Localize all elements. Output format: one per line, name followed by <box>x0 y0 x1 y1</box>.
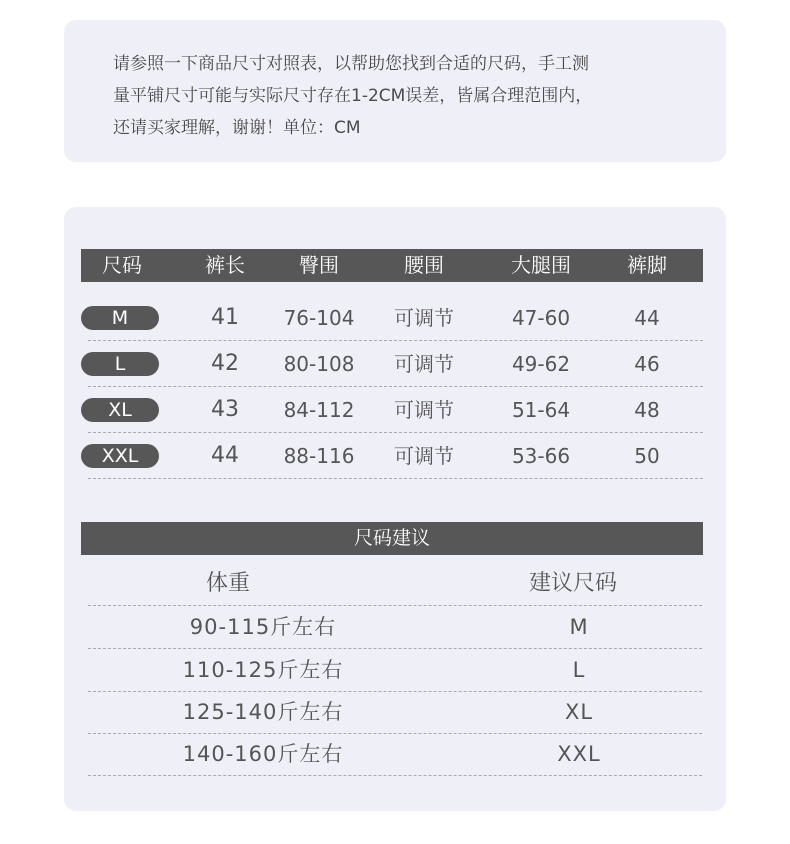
length-cell: 42 <box>211 351 239 376</box>
row-divider <box>88 478 703 479</box>
hem-cell: 50 <box>634 444 660 468</box>
size-row-m <box>81 295 703 341</box>
size-row-l <box>81 341 703 387</box>
notice-card <box>64 20 726 162</box>
size-pill: XL <box>81 398 159 422</box>
notice-text <box>113 48 693 144</box>
waist-cell: 可调节 <box>394 352 454 376</box>
notice-line-3: 还请买家理解，谢谢！单位：CM <box>113 118 361 138</box>
waist-cell: 可调节 <box>394 398 454 422</box>
header-suggested-size: 建议尺码 <box>528 571 618 596</box>
header-weight: 体重 <box>205 571 251 596</box>
advice-row <box>81 691 703 733</box>
weight-cell: 110-125斤左右 <box>182 658 344 682</box>
hip-cell: 84-112 <box>283 398 355 422</box>
size-pill: M <box>81 306 159 330</box>
waist-cell: 可调节 <box>394 306 454 330</box>
size-row-xxl <box>81 433 703 479</box>
header-hem: 裤脚 <box>627 253 667 277</box>
size-pill: L <box>81 352 159 376</box>
header-waist: 腰围 <box>404 253 444 277</box>
hem-cell: 46 <box>634 352 660 376</box>
hem-cell: 44 <box>634 306 660 330</box>
weight-cell: 125-140斤左右 <box>182 700 344 724</box>
hip-cell: 76-104 <box>283 306 355 330</box>
length-cell: 44 <box>211 443 239 468</box>
size-advice-title: 尺码建议 <box>81 522 703 555</box>
weight-cell: 90-115斤左右 <box>189 615 337 639</box>
suggested-size-cell: L <box>572 658 586 682</box>
thigh-cell: 47-60 <box>511 306 571 330</box>
hip-cell: 80-108 <box>283 352 355 376</box>
size-table-header <box>81 249 703 282</box>
waist-cell: 可调节 <box>394 444 454 468</box>
suggested-size-cell: XL <box>564 700 594 724</box>
row-divider <box>88 775 702 776</box>
hip-cell: 88-116 <box>283 444 355 468</box>
length-cell: 41 <box>211 305 239 330</box>
advice-table-header <box>81 563 703 605</box>
advice-row <box>81 606 703 648</box>
suggested-size-cell: M <box>569 615 589 639</box>
notice-line-1: 请参照一下商品尺寸对照表，以帮助您找到合适的尺码，手工测 <box>113 54 589 74</box>
advice-row <box>81 733 703 775</box>
thigh-cell: 49-62 <box>511 352 571 376</box>
header-length: 裤长 <box>205 253 245 277</box>
hem-cell: 48 <box>634 398 660 422</box>
header-size: 尺码 <box>102 253 142 277</box>
weight-cell: 140-160斤左右 <box>182 742 344 766</box>
length-cell: 43 <box>211 397 239 422</box>
header-thigh: 大腿围 <box>511 253 571 277</box>
size-chart-card <box>64 207 726 811</box>
thigh-cell: 53-66 <box>511 444 571 468</box>
advice-row <box>81 649 703 691</box>
size-pill: XXL <box>81 444 159 468</box>
suggested-size-cell: XXL <box>557 742 601 766</box>
notice-line-2: 量平铺尺寸可能与实际尺寸存在1-2CM误差，皆属合理范围内， <box>113 86 593 106</box>
header-hip: 臀围 <box>299 253 339 277</box>
size-row-xl <box>81 387 703 433</box>
thigh-cell: 51-64 <box>511 398 571 422</box>
